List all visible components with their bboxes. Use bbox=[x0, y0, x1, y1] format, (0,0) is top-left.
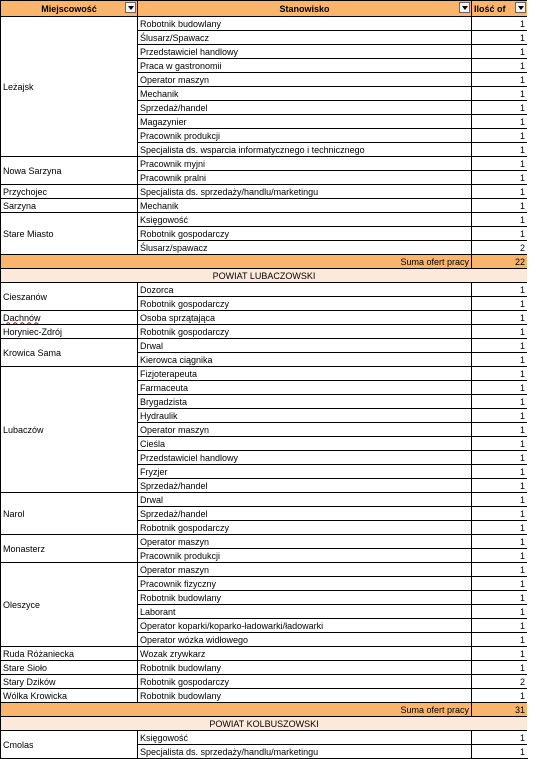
position-cell[interactable]: Operator maszyn bbox=[138, 535, 472, 549]
count-cell[interactable]: 1 bbox=[472, 745, 528, 759]
position-cell[interactable]: Operator wózka widłowego bbox=[138, 633, 472, 647]
position-cell[interactable]: Wozak zrywkarz bbox=[138, 647, 472, 661]
table-row bbox=[1, 493, 528, 507]
table-row bbox=[1, 199, 528, 213]
count-cell[interactable]: 1 bbox=[472, 731, 528, 745]
section-header-row bbox=[1, 269, 528, 283]
position-cell[interactable]: Robotnik budowlany bbox=[138, 17, 472, 31]
location-label: Stare Miasto bbox=[3, 228, 54, 239]
count-cell[interactable]: 1 bbox=[472, 577, 528, 591]
position-cell[interactable]: Fizjoterapeuta bbox=[138, 367, 472, 381]
count-cell[interactable]: 1 bbox=[472, 339, 528, 353]
position-cell[interactable]: Operator maszyn bbox=[138, 423, 472, 437]
position-cell[interactable]: Mechanik bbox=[138, 199, 472, 213]
column-header-position bbox=[138, 1, 472, 17]
location-label: Sarzyna bbox=[3, 200, 37, 211]
sum-label[interactable]: Suma ofert pracy bbox=[1, 255, 472, 269]
table-row bbox=[1, 367, 528, 381]
location-cell[interactable] bbox=[1, 185, 138, 199]
position-cell[interactable]: Ślusarz/spawacz bbox=[138, 241, 472, 255]
location-label: Krowica Sama bbox=[3, 347, 62, 358]
location-cell[interactable] bbox=[1, 661, 138, 675]
table-row bbox=[1, 339, 528, 353]
count-cell[interactable]: 1 bbox=[472, 535, 528, 549]
count-cell[interactable]: 1 bbox=[472, 297, 528, 311]
position-cell[interactable]: Robotnik gospodarczy bbox=[138, 325, 472, 339]
position-cell[interactable]: Księgowość bbox=[138, 213, 472, 227]
count-cell[interactable]: 1 bbox=[472, 87, 528, 101]
count-cell[interactable]: 1 bbox=[472, 325, 528, 339]
location-cell[interactable] bbox=[1, 339, 138, 367]
position-cell[interactable]: Kierowca ciągnika bbox=[138, 353, 472, 367]
position-cell[interactable]: Pracownik produkcji bbox=[138, 129, 472, 143]
position-cell[interactable]: Robotnik budowlany bbox=[138, 591, 472, 605]
count-cell[interactable]: 1 bbox=[472, 465, 528, 479]
count-cell[interactable]: 1 bbox=[472, 73, 528, 87]
count-cell[interactable]: 1 bbox=[472, 311, 528, 325]
count-cell[interactable]: 2 bbox=[472, 675, 528, 689]
count-cell[interactable]: 1 bbox=[472, 395, 528, 409]
position-cell[interactable]: Praca w gastronomii bbox=[138, 59, 472, 73]
column-header-count-label: Ilość of bbox=[474, 3, 506, 14]
filter-dropdown-icon[interactable] bbox=[459, 2, 470, 13]
count-cell[interactable]: 1 bbox=[472, 17, 528, 31]
location-label: Wólka Krowicka bbox=[3, 690, 68, 701]
position-cell[interactable]: Fryzjer bbox=[138, 465, 472, 479]
location-cell[interactable] bbox=[1, 311, 138, 325]
position-cell[interactable]: Laborant bbox=[138, 605, 472, 619]
position-cell[interactable]: Robotnik budowlany bbox=[138, 689, 472, 703]
count-cell[interactable]: 1 bbox=[472, 157, 528, 171]
position-cell[interactable]: Hydraulik bbox=[138, 409, 472, 423]
count-cell[interactable]: 1 bbox=[472, 45, 528, 59]
position-cell[interactable]: Magazynier bbox=[138, 115, 472, 129]
position-cell[interactable]: Specjalista ds. sprzedaży/handlu/marketingu bbox=[138, 745, 472, 759]
count-cell[interactable]: 1 bbox=[472, 213, 528, 227]
position-cell[interactable]: Robotnik budowlany bbox=[138, 661, 472, 675]
count-cell[interactable]: 1 bbox=[472, 143, 528, 157]
count-cell[interactable]: 1 bbox=[472, 115, 528, 129]
sum-row bbox=[1, 703, 528, 717]
count-cell[interactable]: 1 bbox=[472, 409, 528, 423]
position-cell[interactable]: Drwal bbox=[138, 339, 472, 353]
position-cell[interactable]: Sprzedaż/handel bbox=[138, 479, 472, 493]
count-cell[interactable]: 1 bbox=[472, 563, 528, 577]
position-cell[interactable]: Robotnik gospodarczy bbox=[138, 675, 472, 689]
position-cell[interactable]: Ślusarz/Spawacz bbox=[138, 31, 472, 45]
position-cell[interactable]: Osoba sprzątająca bbox=[138, 311, 472, 325]
table-row bbox=[1, 17, 528, 31]
location-label: Ruda Różaniecka bbox=[3, 648, 75, 659]
position-cell[interactable]: Drwal bbox=[138, 493, 472, 507]
location-cell[interactable] bbox=[1, 535, 138, 563]
table-row bbox=[1, 563, 528, 577]
count-cell[interactable]: 1 bbox=[472, 633, 528, 647]
sum-value[interactable]: 22 bbox=[472, 255, 528, 269]
position-cell[interactable]: Przedstawiciel handlowy bbox=[138, 45, 472, 59]
location-cell[interactable] bbox=[1, 689, 138, 703]
count-cell[interactable]: 1 bbox=[472, 227, 528, 241]
count-cell[interactable]: 1 bbox=[472, 591, 528, 605]
table-row bbox=[1, 311, 528, 325]
count-cell[interactable]: 1 bbox=[472, 101, 528, 115]
location-cell[interactable] bbox=[1, 17, 138, 157]
section-header-row bbox=[1, 717, 528, 731]
filter-dropdown-icon[interactable] bbox=[515, 2, 526, 13]
count-cell[interactable]: 1 bbox=[472, 129, 528, 143]
count-cell[interactable]: 1 bbox=[472, 59, 528, 73]
table-row bbox=[1, 731, 528, 745]
count-cell[interactable]: 1 bbox=[472, 451, 528, 465]
table-body bbox=[1, 17, 528, 759]
count-cell[interactable]: 1 bbox=[472, 689, 528, 703]
table-row bbox=[1, 283, 528, 297]
location-label: Stare Sioło bbox=[3, 662, 48, 673]
location-label: Nowa Sarzyna bbox=[3, 165, 62, 176]
count-cell[interactable]: 1 bbox=[472, 549, 528, 563]
position-cell[interactable]: Farmaceuta bbox=[138, 381, 472, 395]
count-cell[interactable]: 1 bbox=[472, 479, 528, 493]
location-label: Cmolas bbox=[3, 739, 34, 750]
location-cell[interactable] bbox=[1, 199, 138, 213]
location-label: Horyniec-Zdrój bbox=[3, 326, 63, 337]
location-label: Dachnów bbox=[3, 312, 41, 323]
count-cell[interactable]: 1 bbox=[472, 507, 528, 521]
count-cell[interactable]: 2 bbox=[472, 241, 528, 255]
location-label: Przychojec bbox=[3, 186, 48, 197]
table-row bbox=[1, 157, 528, 171]
location-cell[interactable] bbox=[1, 325, 138, 339]
position-cell[interactable]: Pracownik myjni bbox=[138, 157, 472, 171]
position-cell[interactable]: Operator maszyn bbox=[138, 563, 472, 577]
header-row bbox=[1, 1, 528, 17]
count-cell[interactable]: 1 bbox=[472, 353, 528, 367]
column-header-location-label: Miejscowość bbox=[41, 3, 97, 14]
location-cell[interactable] bbox=[1, 213, 138, 255]
position-cell[interactable]: Przedstawiciel handlowy bbox=[138, 451, 472, 465]
location-cell[interactable] bbox=[1, 493, 138, 535]
position-cell[interactable]: Mechanik bbox=[138, 87, 472, 101]
position-cell[interactable]: Cieśla bbox=[138, 437, 472, 451]
position-cell[interactable]: Księgowość bbox=[138, 731, 472, 745]
location-label: Oleszyce bbox=[3, 599, 41, 610]
position-cell[interactable]: Sprzedaż/handel bbox=[138, 101, 472, 115]
table-row bbox=[1, 661, 528, 675]
position-cell[interactable]: Robotnik gospodarczy bbox=[138, 521, 472, 535]
count-cell[interactable]: 1 bbox=[472, 283, 528, 297]
section-title[interactable]: POWIAT KOLBUSZOWSKI bbox=[1, 717, 528, 731]
position-cell[interactable]: Robotnik gospodarczy bbox=[138, 227, 472, 241]
column-header-position-label: Stanowisko bbox=[279, 3, 330, 14]
count-cell[interactable]: 1 bbox=[472, 423, 528, 437]
location-cell[interactable] bbox=[1, 283, 138, 311]
count-cell[interactable]: 1 bbox=[472, 647, 528, 661]
position-cell[interactable]: Dozorca bbox=[138, 283, 472, 297]
sum-label[interactable]: Suma ofert pracy bbox=[1, 703, 472, 717]
location-label: Monasterz bbox=[3, 543, 46, 554]
position-cell[interactable]: Pracownik fizyczny bbox=[138, 577, 472, 591]
section-title[interactable]: POWIAT LUBACZOWSKI bbox=[1, 269, 528, 283]
sum-row bbox=[1, 255, 528, 269]
position-cell[interactable]: Pracownik pralni bbox=[138, 171, 472, 185]
location-label: Leżajsk bbox=[3, 81, 34, 92]
count-cell[interactable]: 1 bbox=[472, 661, 528, 675]
count-cell[interactable]: 1 bbox=[472, 437, 528, 451]
position-cell[interactable]: Robotnik gospodarczy bbox=[138, 297, 472, 311]
location-cell[interactable] bbox=[1, 367, 138, 493]
count-cell[interactable]: 1 bbox=[472, 521, 528, 535]
count-cell[interactable]: 1 bbox=[472, 367, 528, 381]
position-cell[interactable]: Specjalista ds. wsparcia informatycznego i technicznego bbox=[138, 143, 472, 157]
location-cell[interactable] bbox=[1, 647, 138, 661]
table-row bbox=[1, 185, 528, 199]
column-header-location bbox=[1, 1, 138, 17]
count-cell[interactable]: 1 bbox=[472, 493, 528, 507]
location-label: Lubaczów bbox=[3, 424, 44, 435]
count-cell[interactable]: 1 bbox=[472, 381, 528, 395]
position-cell[interactable]: Brygadzista bbox=[138, 395, 472, 409]
position-cell[interactable]: Pracownik produkcji bbox=[138, 549, 472, 563]
column-header-count bbox=[472, 1, 528, 17]
position-cell[interactable]: Sprzedaż/handel bbox=[138, 507, 472, 521]
count-cell[interactable]: 1 bbox=[472, 619, 528, 633]
location-cell[interactable] bbox=[1, 675, 138, 689]
count-cell[interactable]: 1 bbox=[472, 185, 528, 199]
count-cell[interactable]: 1 bbox=[472, 31, 528, 45]
count-cell[interactable]: 1 bbox=[472, 605, 528, 619]
count-cell[interactable]: 1 bbox=[472, 199, 528, 213]
table-row bbox=[1, 535, 528, 549]
position-cell[interactable]: Specjalista ds. sprzedaży/handlu/marketingu bbox=[138, 185, 472, 199]
table-row bbox=[1, 689, 528, 703]
position-cell[interactable]: Operator koparki/koparko-ładowarki/ładowarki bbox=[138, 619, 472, 633]
table-row bbox=[1, 325, 528, 339]
table-row bbox=[1, 213, 528, 227]
sheet-clip-edge bbox=[527, 0, 538, 758]
filter-dropdown-icon[interactable] bbox=[125, 2, 136, 13]
location-label: Stary Dzików bbox=[3, 676, 56, 687]
sum-value[interactable]: 31 bbox=[472, 703, 528, 717]
location-cell[interactable] bbox=[1, 157, 138, 185]
table-row bbox=[1, 647, 528, 661]
table-row bbox=[1, 675, 528, 689]
location-cell[interactable] bbox=[1, 563, 138, 647]
location-label: Cieszanów bbox=[3, 291, 48, 302]
position-cell[interactable]: Operator maszyn bbox=[138, 73, 472, 87]
count-cell[interactable]: 1 bbox=[472, 171, 528, 185]
location-label: Narol bbox=[3, 508, 25, 519]
location-cell[interactable] bbox=[1, 731, 138, 759]
